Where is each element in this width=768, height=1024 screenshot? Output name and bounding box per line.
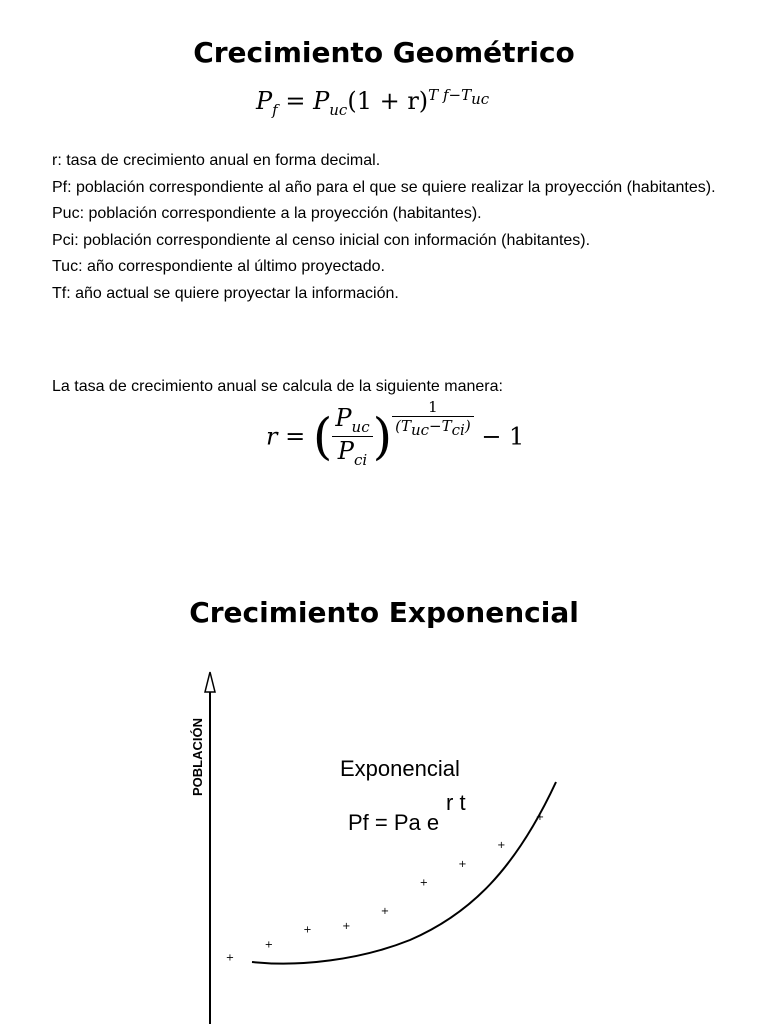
exponential-chart — [170, 660, 580, 1024]
formula-r: r = ( $\frac{P_{uc}}{P_{ci}}$ ) $\frac{1}{(T_{uc}-T_{ci})}$ − 1 — [266, 398, 525, 469]
chart-formula: Pf = Pa e — [348, 810, 440, 835]
definition-r: r: tasa de crecimiento anual en forma decimal. — [52, 152, 381, 169]
title-exponential: Crecimiento Exponencial — [189, 596, 579, 629]
y-axis-arrow-icon — [205, 672, 215, 692]
definition-pci: Pci: población correspondiente al censo inicial con información (habitantes). — [52, 231, 591, 249]
data-point: + — [303, 924, 312, 936]
title-geometric: Crecimiento Geométrico — [193, 36, 575, 69]
curve-label: Exponencial — [340, 756, 460, 781]
definition-tuc: Tuc: año correspondiente al último proyectado. — [52, 258, 385, 275]
data-point: + — [380, 905, 390, 917]
definitions-list — [52, 148, 722, 307]
chart-formula-exponent: r t — [446, 790, 466, 815]
fraction-puc-pci: $\frac{P_{uc}}{P_{ci}}$ — [332, 404, 372, 469]
definition-tf: Tf: año actual se quiere proyectar la información. — [52, 284, 399, 302]
formula-pf: $P_f = P_{uc}(1 + r)^{T f-T_{uc}}$ — [256, 86, 490, 119]
data-point: + — [458, 858, 467, 870]
data-point: + — [497, 840, 506, 852]
data-point: + — [225, 952, 235, 964]
definition-pf: Pf: población correspondiente al año para el que se quiere realizar la proyección (habitantes). — [52, 178, 716, 196]
exponent-fraction: $\frac{1}{(T_{uc}-T_{ci})}$ — [392, 398, 474, 439]
y-axis-label: POBLACIÓN — [190, 718, 205, 796]
paren-right: ) — [372, 407, 393, 466]
data-point: + — [419, 877, 428, 889]
paren-left: ( — [312, 407, 333, 466]
data-point: + — [342, 920, 351, 932]
data-point: + — [535, 812, 545, 823]
rate-intro: La tasa de crecimiento anual se calcula de la siguiente manera: — [52, 378, 503, 395]
definition-puc: Puc: población correspondiente a la proyección (habitantes). — [52, 205, 482, 222]
data-point: + — [264, 939, 273, 951]
